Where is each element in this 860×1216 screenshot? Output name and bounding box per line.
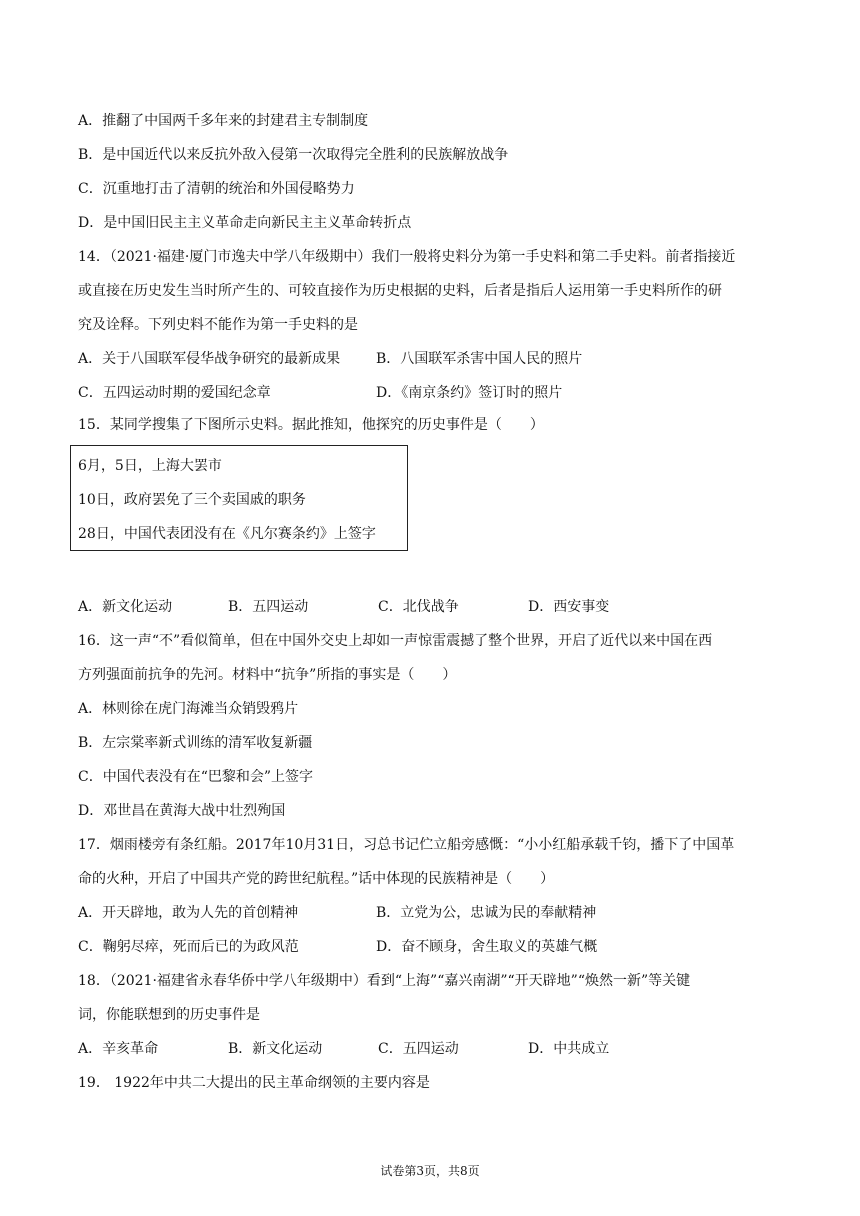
q15-option-b: B．五四运动 (228, 599, 309, 615)
q18-option-b: B．新文化运动 (228, 1041, 323, 1057)
q17-option-d: D．奋不顾身，舍生取义的英雄气概 (376, 939, 598, 955)
q14-stem-line-1: 14．（2021·福建·厦门市逸夫中学八年级期中）我们一般将史料分为第一手史料和第二手史料。前者指接近 (78, 249, 736, 265)
q13-option-d: D．是中国旧民主主义革命走向新民主主义革命转折点 (78, 215, 412, 231)
q16-option-a: A．林则徐在虎门海滩当众销毁鸦片 (78, 701, 299, 717)
q15-stem: 15．某同学搜集了下图所示史料。据此推知，他探究的历史事件是（ ） (78, 417, 544, 433)
q16-stem-line-1: 16．这一声“不”看似简单，但在中国外交史上却如一声惊雷震撼了整个世界，开启了近代以来中国在西 (78, 633, 713, 649)
q18-option-d: D．中共成立 (528, 1041, 610, 1057)
q18-stem-line-1: 18．（2021·福建省永春华侨中学八年级期中）看到“上海”“嘉兴南湖”“开天辟地”“焕然一新”等关键 (78, 973, 691, 989)
q16-option-d: D．邓世昌在黄海大战中壮烈殉国 (78, 803, 286, 819)
page-footer: 试卷第3页，共8页 (380, 1164, 480, 1178)
q14-stem-line-2: 或直接在历史发生当时所产生的、可较直接作为历史根据的史料，后者是指后人运用第一手史料所作的研 (78, 283, 722, 299)
q14-option-b: B．八国联军杀害中国人民的照片 (376, 351, 583, 367)
q14-option-c: C．五四运动时期的爱国纪念章 (78, 385, 271, 401)
q17-option-b: B．立党为公，忠诚为民的奉献精神 (376, 905, 597, 921)
q15-option-a: A．新文化运动 (78, 599, 173, 615)
q14-stem-line-3: 究及诠释。下列史料不能作为第一手史料的是 (78, 317, 358, 333)
q15-option-c: C．北伐战争 (378, 599, 459, 615)
q15-source-line-2: 10日，政府罢免了三个卖国戚的职务 (78, 492, 306, 508)
q13-option-b: B．是中国近代以来反抗外敌入侵第一次取得完全胜利的民族解放战争 (78, 147, 509, 163)
q14-option-a: A．关于八国联军侵华战争研究的最新成果 (78, 351, 341, 367)
q18-option-c: C．五四运动 (378, 1041, 459, 1057)
q15-source-line-1: 6月，5日，上海大罢市 (78, 458, 222, 474)
q18-option-a: A．辛亥革命 (78, 1041, 159, 1057)
q16-stem-line-2: 方列强面前抗争的先河。材料中“抗争”所指的事实是（ ） (78, 667, 457, 683)
q17-option-a: A．开天辟地，敢为人先的首创精神 (78, 905, 299, 921)
q17-stem-line-1: 17．烟雨楼旁有条红船。2017年10月31日，习总书记伫立船旁感慨：“小小红船承载千钧，播下了中国革 (78, 837, 735, 853)
q13-option-a: A．推翻了中国两千多年来的封建君主专制制度 (78, 113, 369, 129)
q17-option-c: C．鞠躬尽瘁，死而后已的为政风范 (78, 939, 299, 955)
q18-stem-line-2: 词，你能联想到的历史事件是 (78, 1007, 260, 1023)
q16-option-c: C．中国代表没有在“巴黎和会”上签字 (78, 769, 314, 785)
q13-option-c: C．沉重地打击了清朝的统治和外国侵略势力 (78, 181, 355, 197)
q15-source-box (70, 445, 408, 551)
q14-option-d: D．《南京条约》签订时的照片 (376, 385, 563, 401)
q16-option-b: B．左宗棠率新式训练的清军收复新疆 (78, 735, 313, 751)
q17-stem-line-2: 命的火种，开启了中国共产党的跨世纪航程。”话中体现的民族精神是（ ） (78, 871, 555, 887)
q19-stem: 19． 1922年中共二大提出的民主革命纲领的主要内容是 (78, 1075, 430, 1091)
q15-option-d: D．西安事变 (528, 599, 610, 615)
q15-source-line-3: 28日，中国代表团没有在《凡尔赛条约》上签字 (78, 526, 376, 542)
